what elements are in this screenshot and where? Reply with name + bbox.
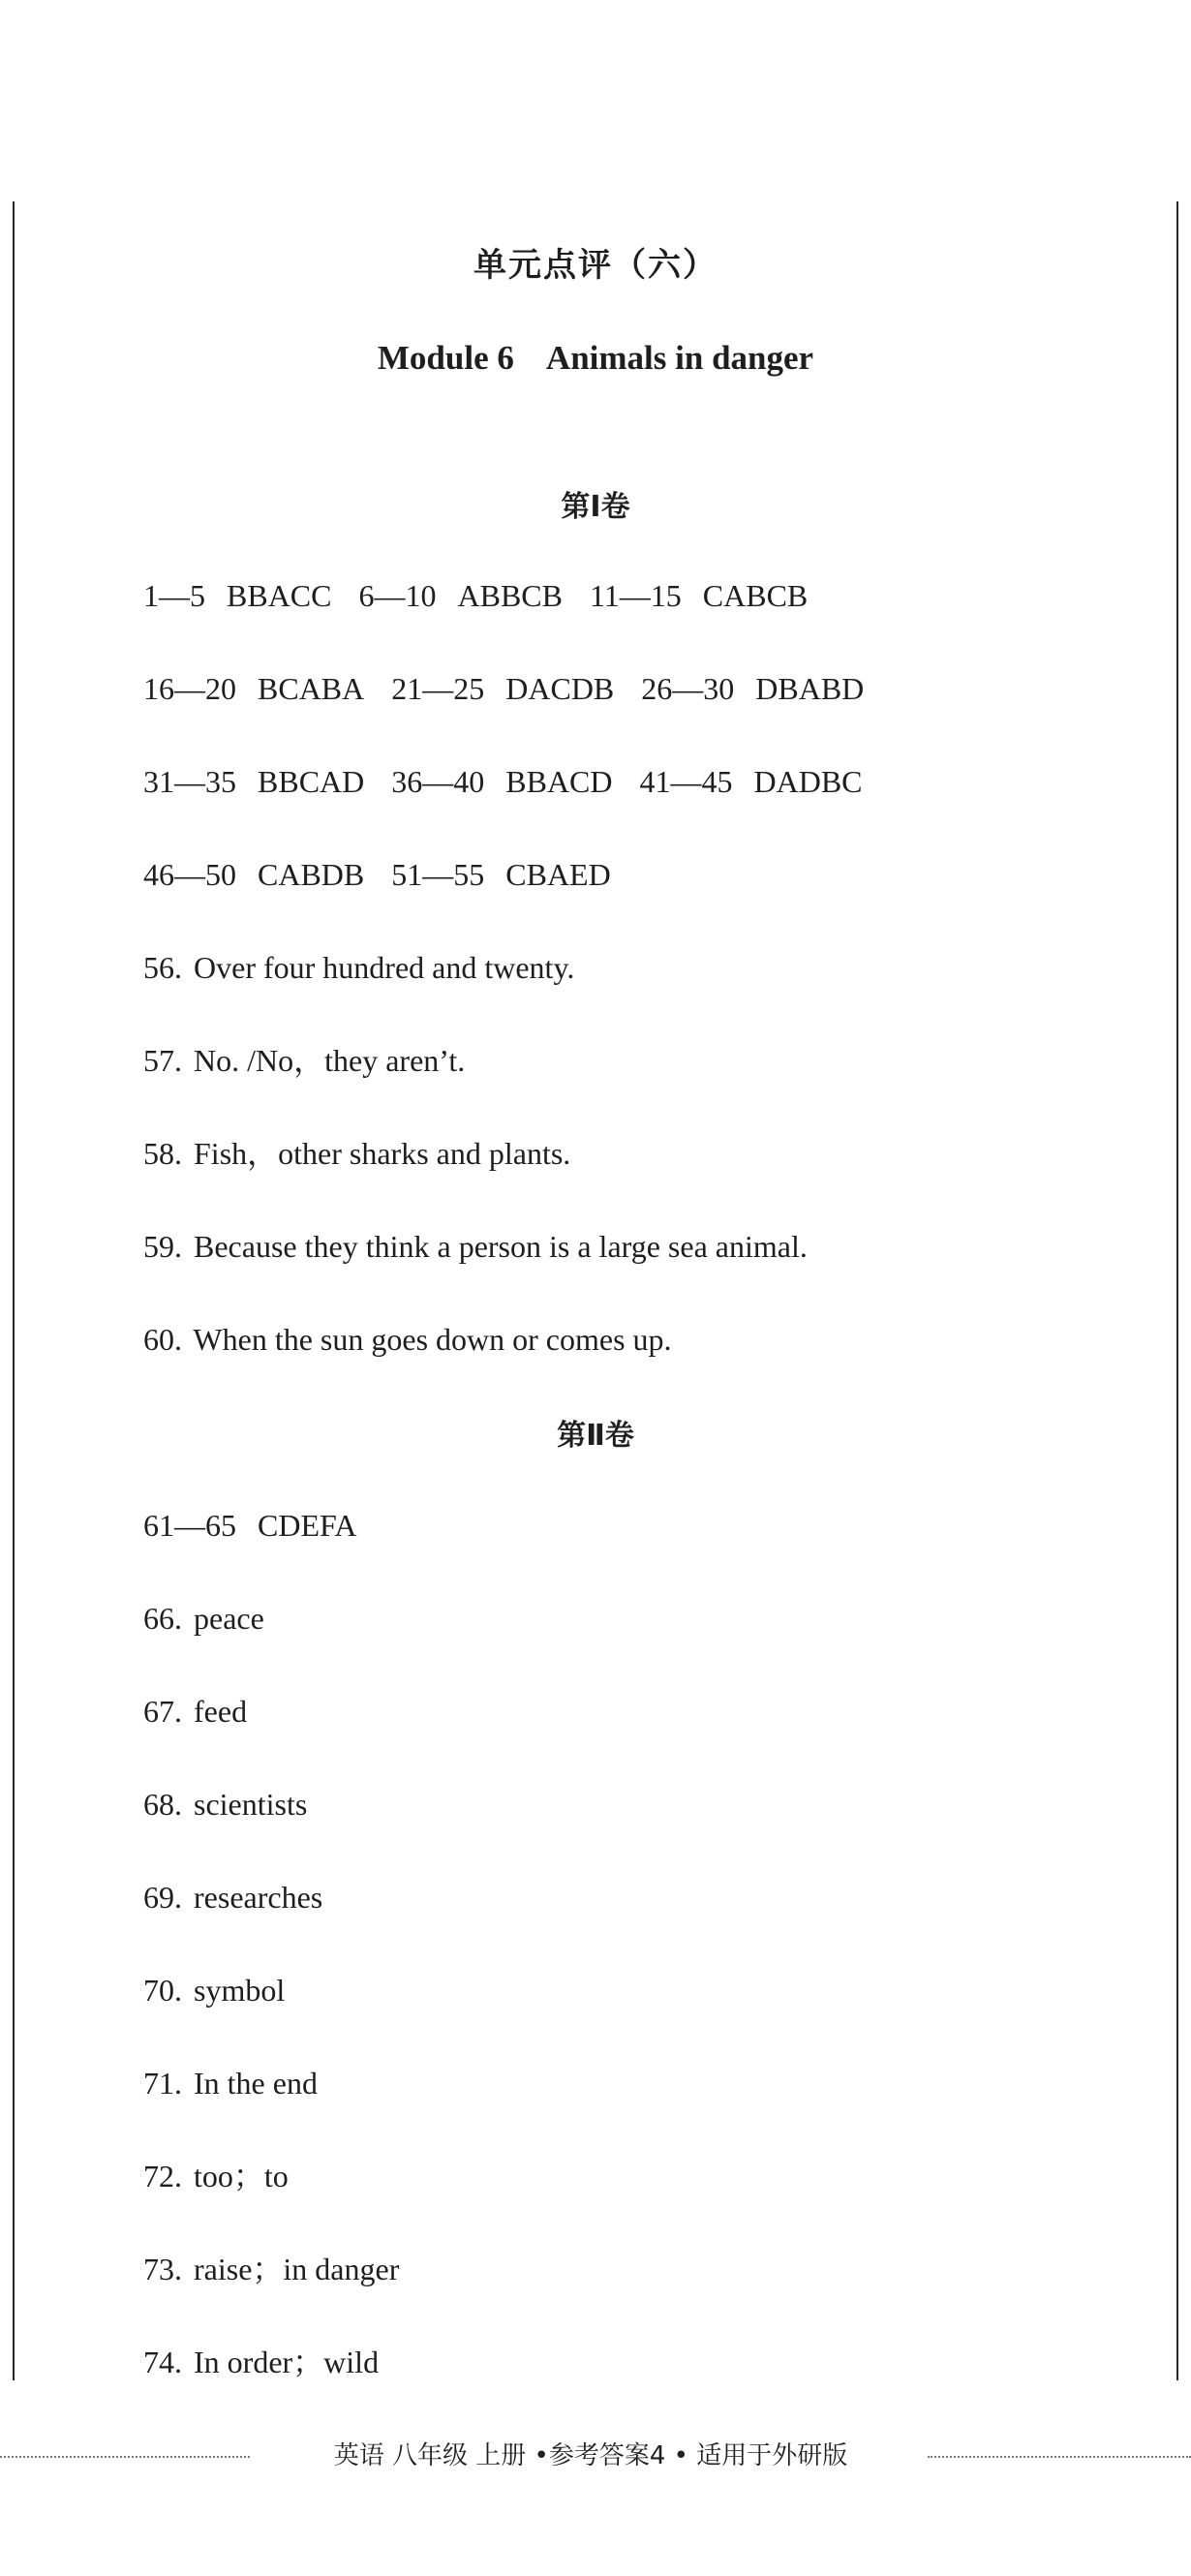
answer-text: symbol	[194, 1973, 286, 2008]
choice-row-3	[143, 762, 863, 801]
answer-line-70	[143, 1971, 285, 2009]
answer-key: CABDB	[258, 857, 365, 892]
question-range: 46—50	[143, 857, 236, 892]
answer-key: CDEFA	[258, 1508, 357, 1543]
answer-group	[143, 669, 364, 708]
answer-line-57	[143, 1041, 465, 1080]
answer-key: DACDB	[505, 671, 615, 706]
answer-key: DBABD	[755, 671, 865, 706]
answer-text: too；to	[194, 2159, 289, 2193]
answer-group	[143, 762, 364, 801]
part-2-heading: 第Ⅱ卷	[557, 1419, 634, 1453]
left-margin-rule	[13, 201, 15, 2380]
answer-line-67	[143, 1692, 247, 1731]
choice-row-2	[143, 669, 864, 708]
question-number: 56.	[143, 950, 182, 985]
answer-group	[640, 762, 863, 801]
answer-key: ABBCB	[457, 578, 563, 613]
answer-group	[391, 762, 612, 801]
answer-key: BBACD	[505, 764, 613, 799]
question-number: 69.	[143, 1880, 182, 1915]
question-range: 21—25	[391, 671, 485, 706]
answer-text: In order；wild	[194, 2345, 380, 2379]
answer-group	[143, 576, 331, 615]
right-margin-rule	[1176, 201, 1178, 2380]
answer-line-72	[143, 2157, 289, 2195]
answer-group	[358, 576, 562, 615]
answer-key: BBCAD	[258, 764, 365, 799]
question-range: 1—5	[143, 578, 205, 613]
answer-text: In the end	[194, 2066, 318, 2101]
answer-line-74	[143, 2343, 379, 2381]
answer-text: raise；in danger	[194, 2252, 400, 2286]
question-number: 58.	[143, 1136, 182, 1171]
question-number: 66.	[143, 1601, 182, 1636]
footer-text: 英语 八年级 上册 •参考答案4 • 适用于外研版	[333, 2441, 848, 2470]
answer-key: DADBC	[753, 764, 863, 799]
answer-text: Over four hundred and twenty.	[194, 950, 575, 985]
answer-line-60	[143, 1320, 672, 1359]
answer-group	[590, 576, 808, 615]
answer-line-73	[143, 2250, 399, 2288]
question-range: 11—15	[589, 578, 682, 613]
question-range: 41—45	[639, 764, 733, 799]
answer-group	[391, 669, 614, 708]
question-number: 68.	[143, 1787, 182, 1822]
question-range: 36—40	[391, 764, 485, 799]
question-range: 26—30	[641, 671, 735, 706]
answer-line-71	[143, 2064, 318, 2102]
answer-key: CABCB	[702, 578, 809, 613]
answer-line-68	[143, 1785, 307, 1824]
question-range: 31—35	[143, 764, 236, 799]
answer-text: feed	[194, 1694, 248, 1729]
answer-text: No. /No，they aren’t.	[194, 1043, 466, 1078]
question-number: 57.	[143, 1043, 182, 1078]
answer-text: researches	[194, 1880, 323, 1915]
answer-line-58	[143, 1134, 570, 1173]
answer-line-56	[143, 948, 574, 987]
question-range: 51—55	[391, 857, 485, 892]
module-title: Module 6 Animals in danger	[377, 339, 814, 377]
answer-line-66	[143, 1599, 264, 1638]
question-number: 67.	[143, 1694, 182, 1729]
question-range: 61—65	[143, 1508, 236, 1543]
question-number: 60.	[143, 1322, 182, 1357]
answer-text: scientists	[194, 1787, 308, 1822]
footer-dotted-rule-left	[0, 2456, 250, 2458]
answer-text: Fish，other sharks and plants.	[194, 1136, 571, 1171]
answer-key: BCABA	[258, 671, 365, 706]
answer-group	[391, 855, 610, 894]
question-number: 74.	[143, 2345, 182, 2379]
choice-row-1	[143, 576, 808, 615]
question-range: 16—20	[143, 671, 236, 706]
question-number: 73.	[143, 2252, 182, 2286]
answer-key: CBAED	[505, 857, 611, 892]
answer-text: Because they think a person is a large sea animal.	[194, 1229, 808, 1264]
part-1-heading: 第Ⅰ卷	[561, 490, 630, 524]
answer-line-69	[143, 1878, 322, 1917]
answer-text: When the sun goes down or comes up.	[193, 1322, 672, 1357]
footer-dotted-rule-right	[928, 2456, 1191, 2458]
question-number: 59.	[143, 1229, 182, 1264]
answer-group	[143, 855, 364, 894]
answer-group	[641, 669, 864, 708]
answer-group	[143, 1506, 357, 1545]
choice-row-5	[143, 1506, 357, 1545]
choice-row-4	[143, 855, 611, 894]
answer-text: peace	[194, 1601, 264, 1636]
answer-line-59	[143, 1227, 808, 1266]
answer-key: BBACC	[227, 578, 332, 613]
question-number: 72.	[143, 2159, 182, 2193]
page-footer	[0, 2437, 1191, 2475]
question-range: 6—10	[358, 578, 437, 613]
question-number: 70.	[143, 1973, 182, 2008]
unit-review-title: 单元点评（六）	[473, 246, 718, 285]
question-number: 71.	[143, 2066, 182, 2101]
